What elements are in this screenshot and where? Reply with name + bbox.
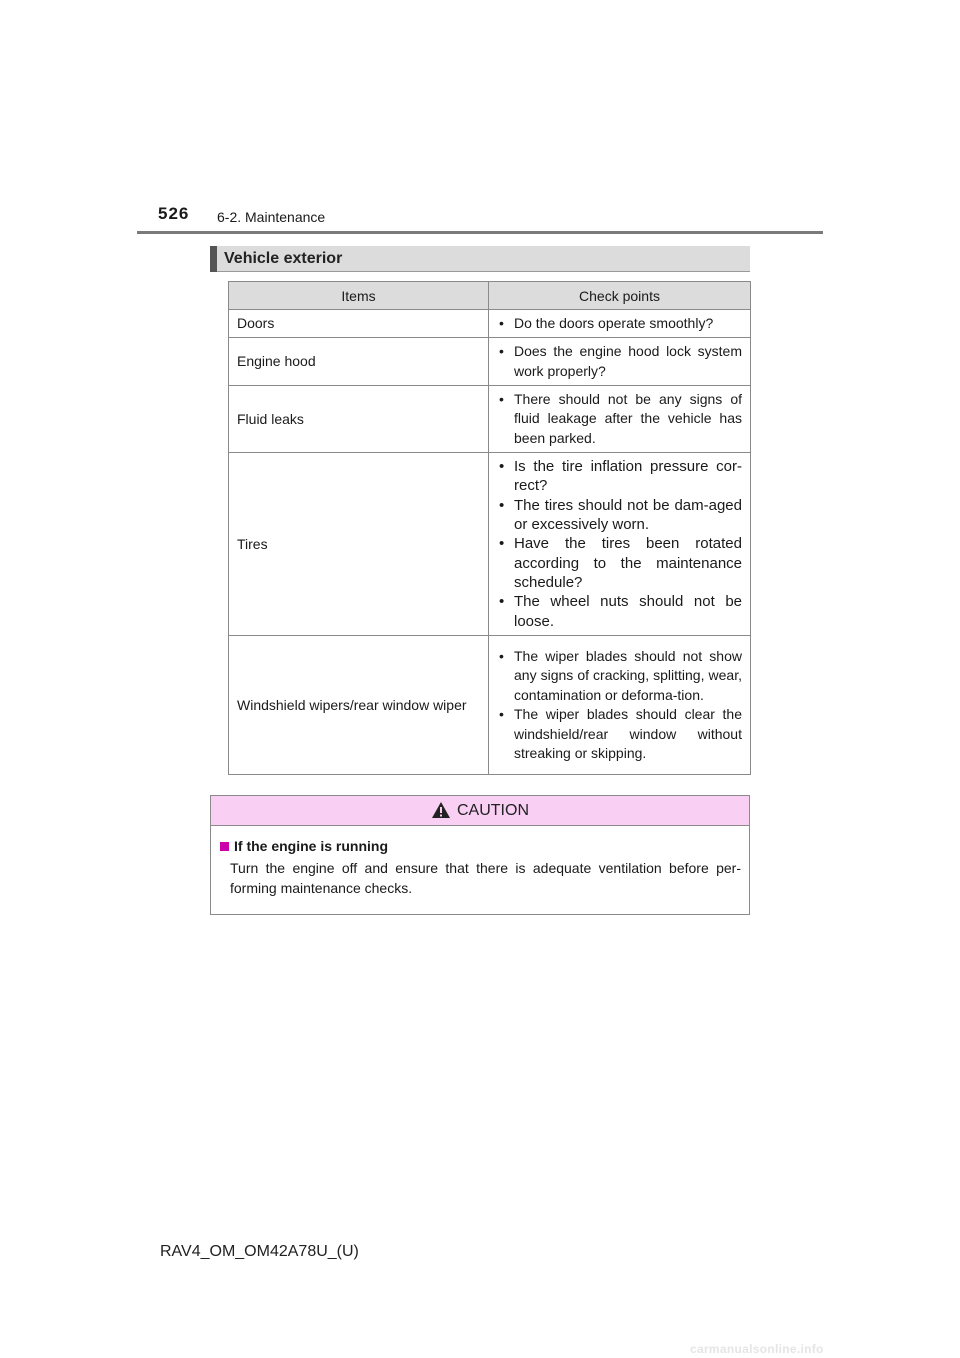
caution-body [211,826,749,898]
watermark: carmanualsonline.info [690,1342,824,1356]
header-rule [137,231,823,234]
item-cell: Tires [229,453,489,636]
item-cell: Doors [229,310,489,338]
column-header-check-points: Check points [489,282,751,310]
check-point: • The tires should not be dam-aged or excessively worn. [497,496,742,535]
table-row [229,338,751,386]
caution-box [210,795,750,915]
section-label: 6-2. Maintenance [217,209,326,225]
caution-text: Turn the engine off and ensure that there is adequate ventilation before per-forming maintenance checks. [230,860,741,896]
check-point: • The wiper blades should not show any signs of cracking, splitting, wear, contamination or deforma-tion. [497,647,742,706]
caution-title: CAUTION [457,801,529,819]
page-number: 526 [158,204,190,223]
check-points-cell [489,386,751,453]
check-points-cell [489,636,751,775]
section-heading-bar [210,246,750,272]
check-point: • Is the tire inflation pressure cor-rect? [497,457,742,496]
table-row [229,386,751,453]
item-cell: Fluid leaks [229,386,489,453]
caution-header [211,796,749,826]
section-heading: Vehicle exterior [224,250,343,267]
item-cell: Engine hood [229,338,489,386]
check-point: • The wiper blades should clear the windshield/rear window without streaking or skipping. [497,705,742,764]
check-point: • Do the doors operate smoothly? [497,314,742,334]
check-point: • The wheel nuts should not be loose. [497,592,742,631]
table-row [229,453,751,636]
check-point: • There should not be any signs of fluid leakage after the vehicle has been parked. [497,390,742,449]
column-header-items: Items [229,282,489,310]
table-row [229,636,751,775]
item-cell: Windshield wipers/rear window wiper [229,636,489,775]
check-points-cell [489,338,751,386]
caution-heading-text: If the engine is running [234,838,388,854]
check-points-cell [489,453,751,636]
document-code: RAV4_OM_OM42A78U_(U) [160,1243,359,1260]
check-point: • Have the tires been rotated according to the maintenance schedule? [497,534,742,592]
caution-heading [220,838,741,854]
warning-triangle-icon [431,801,451,819]
heading-accent [210,246,217,272]
table-header-row [229,282,751,310]
table-row [229,310,751,338]
square-bullet-icon [220,842,229,851]
check-point: • Does the engine hood lock system work properly? [497,342,742,381]
check-points-cell [489,310,751,338]
inspection-table [228,281,751,775]
